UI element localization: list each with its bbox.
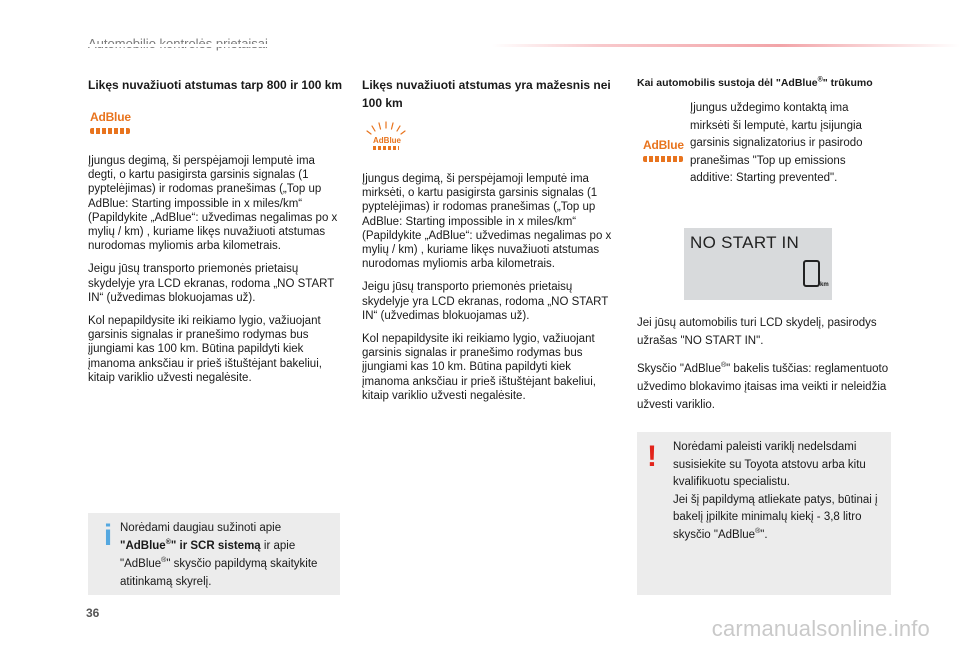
paragraph: Įjungus uždegimo kontaktą ima mirksėti ši lemputė, kartu įsijungia garsinis signalizatorius ir pasirodo pranešimas "Top up emissions additive: Starting prevented". [690,102,863,184]
page-number: 36 [86,606,100,620]
adblue-icon: AdBlue [643,138,684,152]
adblue-blinking-lamp [362,122,620,164]
paragraph: Jei jūsų automobilis turi LCD skydelį, pasirodys užrašas "NO START IN". [637,317,877,347]
warning-icon: ! [647,440,657,473]
watermark: carmanualsonline.info [711,616,930,641]
column-under-100-km [362,76,620,412]
paragraph: Kol nepapildysite iki reikiamo lygio, važiuojant garsinis signalas ir pranešimo rodymas bus įjungiami kas 10 km. Būtina papildyti kiek įmanoma anksčiau ir prieš ištuštėjant bakeliui, kitaip variklio užvesti negalėsite. [362,333,596,402]
column-vehicle-stopped [637,76,889,424]
paragraph: Jeigu jūsų transporto priemonės prietaisų skydelyje yra LCD ekranas, rodoma „NO START IN“ (užvedimas blokuojamas už). [88,263,335,304]
adblue-waves-icon [643,156,683,162]
info-note-text: Norėdami daugiau sužinoti apie "AdBlue®" ir SCR sistemą ir apie "AdBlue®" skysčio papildymą skaitykite atitinkamą skyrelį. [120,522,318,588]
lcd-text: NO START IN [690,233,800,252]
adblue-warning-lamp [88,104,346,146]
lcd-digit-zero [803,260,820,287]
adblue-blinking-icon [362,120,410,160]
paragraph: Kol nepapildysite iki reikiamo lygio, važiuojant garsinis signalas ir pranešimo rodymas bus įjungiami kas 100 km. Būtina papildyti kiek įmanoma anksčiau ir prieš ištuštėjant bakeliui, kitaip variklio užvesti negalėsite. [88,315,322,384]
column-800-100-km [88,76,346,394]
paragraph: Jeigu jūsų transporto priemonės prietaisų skydelyje yra LCD ekranas, rodoma „NO START IN“ (užvedimas blokuojamas už). [362,281,609,322]
warning-note-text: Norėdami paleisti variklį nedelsdami susisiekite su Toyota atstovu arba kitu kvalifikuotu specialistu. Jei šį papildymą atliekate patys, būtinai į bakelį įpilkite minimalų kiekį - 3,8 litro skysčio "AdBlue®". [673,441,878,541]
paragraph: Įjungus degimą, ši perspėjamoji lemputė ima degti, o kartu pasigirsta garsinis signalas (1 pyptelėjimas) ir rodomas pranešimas („Top up AdBlue: Starting impossible in x miles/km“ (Papildykite „AdBlue“: užvedimas negalimas po x mylių / km) , kuriame likęs nuvažiuoti atstumas nurodomas myliomis arba kilometrais. [88,155,338,253]
paragraph: Įjungus degimą, ši perspėjamoji lemputė ima mirksėti, o kartu pasigirsta garsinis signalas (1 pyptelėjimas) ir rodomas pranešimas („Top up AdBlue: Starting impossible in x miles/km“ (Papildykite „AdBlue“: užvedimas negalimas po x mylių / km) , kuriame likęs nuvažiuoti atstumas nurodomas myliomis arba kilometrais. [362,173,612,271]
adblue-waves-icon [373,146,399,150]
section-heading: Likęs nuvažiuoti atstumas yra mažesnis nei 100 km [362,78,611,110]
info-icon: i [103,519,113,552]
section-heading: Likęs nuvažiuoti atstumas tarp 800 ir 100 km [88,78,343,92]
paragraph: Skysčio "AdBlue®" bakelis tuščias: reglamentuoto užvedimo blokavimo įtaisas ima veikti ir neleidžia užvesti variklio. [637,362,889,411]
adblue-stop-lamp-block [637,100,889,192]
lcd-display-illustration [684,228,832,300]
adblue-icon: AdBlue [90,110,131,124]
adblue-label: AdBlue [373,136,401,145]
warning-note-box [637,432,891,595]
info-note-box [88,513,340,595]
lcd-unit: km [820,282,829,288]
section-heading: Kai automobilis sustoja dėl "AdBlue®" trūkumo [637,76,873,89]
header-divider [60,44,960,47]
adblue-waves-icon [90,128,130,134]
